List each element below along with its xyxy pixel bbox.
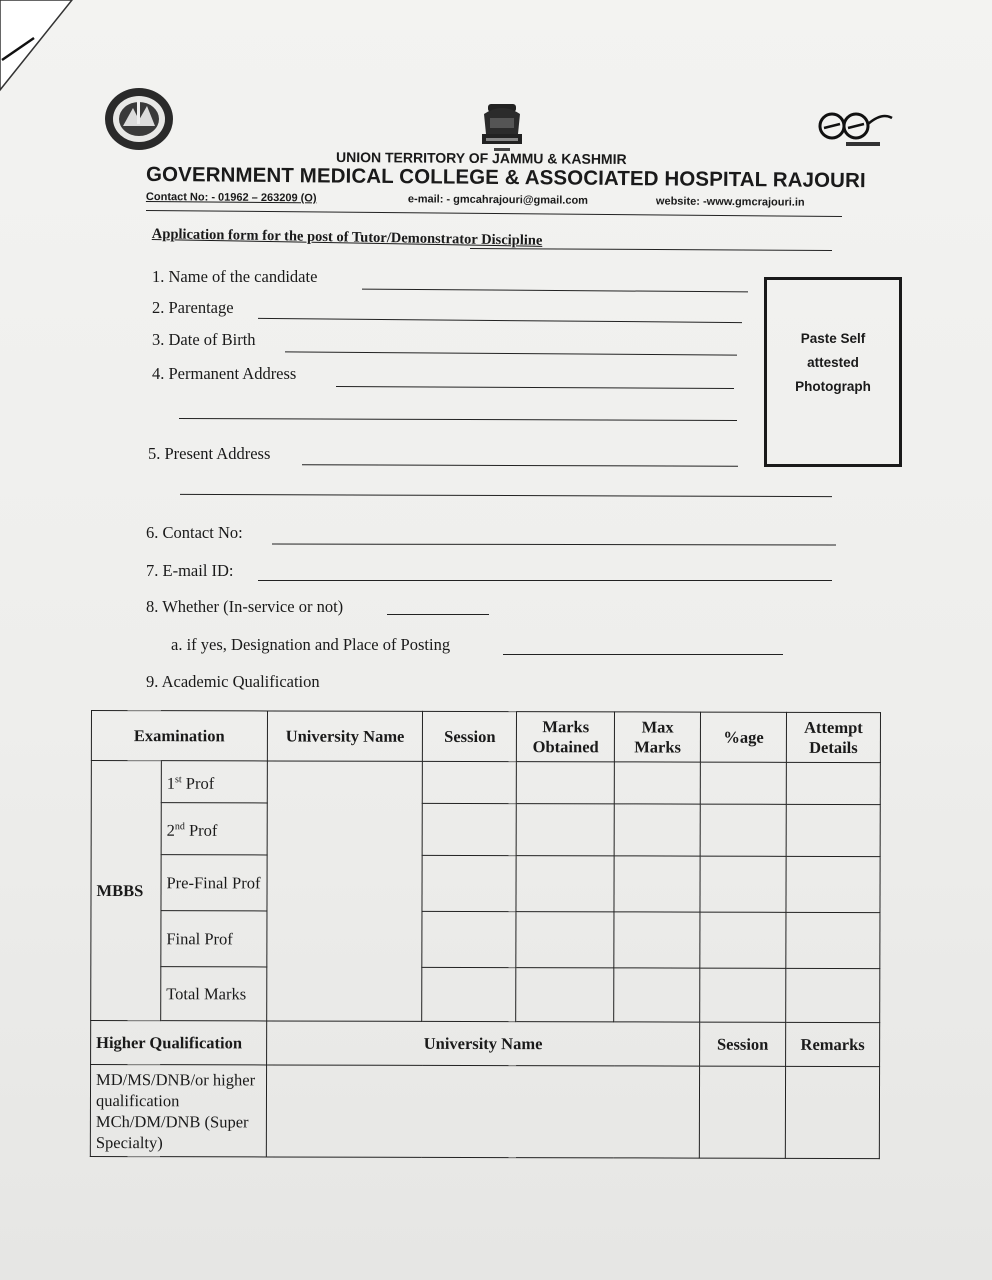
table-row <box>91 803 880 857</box>
table-row <box>91 761 880 805</box>
cell-marks-obtained[interactable] <box>517 762 615 804</box>
field-email-label: 7. E-mail ID: <box>146 561 234 580</box>
field-present-address-label: 5. Present Address <box>148 444 271 463</box>
table-header-row <box>91 711 880 763</box>
cell-marks-obtained[interactable] <box>516 804 614 856</box>
field-contact-label: 6. Contact No: <box>146 523 243 542</box>
higher-qualification-row-label: MD/MS/DNB/or higher qualification MCh/DM/DNB (Super Specialty) <box>90 1065 266 1157</box>
form-heading: Application form for the post of Tutor/Demonstrator Discipline <box>151 226 543 249</box>
field-parentage-line[interactable] <box>258 318 742 323</box>
cell-session[interactable] <box>422 967 516 1021</box>
cell-attempt[interactable] <box>786 968 880 1022</box>
col-marks-obtained: Marks Obtained <box>517 712 615 762</box>
higher-university-header: University Name <box>266 1021 699 1066</box>
cell-attempt[interactable] <box>786 804 880 856</box>
field-designation-line[interactable] <box>503 654 783 655</box>
field-name-label: 1. Name of the candidate <box>152 267 318 286</box>
cell-higher-session[interactable] <box>699 1066 785 1158</box>
cell-max-marks[interactable] <box>615 762 701 804</box>
col-university: University Name <box>267 711 423 761</box>
cell-attempt[interactable] <box>786 912 880 968</box>
territory-title: UNION TERRITORY OF JAMMU & KASHMIR <box>335 148 627 168</box>
col-attempt: Attempt Details <box>786 712 880 762</box>
prof-2nd: 2nd Prof <box>161 803 267 855</box>
col-session: Session <box>423 711 517 761</box>
cell-session[interactable] <box>423 803 517 855</box>
field-permanent-address-label: 4. Permanent Address <box>152 364 297 383</box>
college-seal-logo <box>103 86 175 152</box>
table-row <box>91 967 880 1023</box>
cell-percentage[interactable] <box>700 762 786 804</box>
academic-qualification-table <box>90 710 881 1159</box>
table-row <box>91 855 880 913</box>
cell-session[interactable] <box>422 911 516 967</box>
header-divider <box>146 210 842 217</box>
field-permanent-address-line[interactable] <box>336 386 734 389</box>
college-title: GOVERNMENT MEDICAL COLLEGE & ASSOCIATED HOSPITAL RAJOURI <box>145 162 866 193</box>
field-present-address-line[interactable] <box>302 464 738 467</box>
cell-max-marks[interactable] <box>614 804 700 856</box>
higher-header-row <box>91 1021 880 1067</box>
field-designation-label: a. if yes, Designation and Place of Posting <box>171 635 451 654</box>
contact-number: Contact No: - 01962 – 263209 (O) <box>145 190 317 205</box>
mbbs-university-cell[interactable] <box>266 761 422 1021</box>
photo-box <box>764 277 902 467</box>
cell-higher-remarks[interactable] <box>785 1066 879 1158</box>
field-contact-line[interactable] <box>272 544 836 546</box>
cell-marks-obtained[interactable] <box>516 968 614 1022</box>
field-present-address-line-2[interactable] <box>180 494 832 497</box>
cell-percentage[interactable] <box>700 856 786 912</box>
contact-website: website: -www.gmcrajouri.in <box>655 195 805 209</box>
prof-final: Final Prof <box>161 911 267 967</box>
field-academic-label: 9. Academic Qualification <box>146 672 320 691</box>
field-name-line[interactable] <box>362 289 748 293</box>
field-dob-line[interactable] <box>285 351 737 355</box>
contact-email: e-mail: - gmcahrajouri@gmail.com <box>407 193 589 207</box>
field-email-line[interactable] <box>258 580 832 581</box>
cell-attempt[interactable] <box>786 762 880 804</box>
field-inservice-line[interactable] <box>387 614 489 615</box>
cell-attempt[interactable] <box>786 856 880 912</box>
field-parentage-label: 2. Parentage <box>152 298 234 317</box>
col-max-marks: Max Marks <box>615 712 701 762</box>
paper-corner-fold <box>0 0 80 100</box>
higher-remarks-header: Remarks <box>786 1022 880 1066</box>
field-inservice-label: 8. Whether (In-service or not) <box>146 597 344 616</box>
cell-max-marks[interactable] <box>614 968 700 1022</box>
cell-session[interactable] <box>423 761 517 803</box>
cell-percentage[interactable] <box>700 804 786 856</box>
cell-marks-obtained[interactable] <box>516 856 614 912</box>
prof-1st: 1st Prof <box>161 761 267 803</box>
higher-session-header: Session <box>700 1022 786 1066</box>
col-examination: Examination <box>91 711 267 761</box>
photo-box-label: Paste Self attested Photograph <box>795 331 871 394</box>
cell-higher-university[interactable] <box>266 1065 700 1158</box>
field-permanent-address-line-2[interactable] <box>179 418 737 421</box>
prof-prefinal: Pre-Final Prof <box>161 855 267 911</box>
cell-max-marks[interactable] <box>614 912 700 968</box>
col-percentage: %age <box>700 712 786 762</box>
field-dob-label: 3. Date of Birth <box>152 330 256 349</box>
cell-percentage[interactable] <box>700 912 786 968</box>
table-row <box>91 911 880 969</box>
cell-marks-obtained[interactable] <box>516 912 614 968</box>
prof-total-marks: Total Marks <box>161 967 267 1021</box>
cell-max-marks[interactable] <box>614 856 700 912</box>
mbbs-label: MBBS <box>91 761 162 1021</box>
table-row <box>90 1065 879 1159</box>
swachh-bharat-spectacles-logo <box>810 106 894 152</box>
cell-session[interactable] <box>422 855 516 911</box>
higher-qualification-label: Higher Qualification <box>91 1021 267 1065</box>
cell-percentage[interactable] <box>700 968 786 1022</box>
